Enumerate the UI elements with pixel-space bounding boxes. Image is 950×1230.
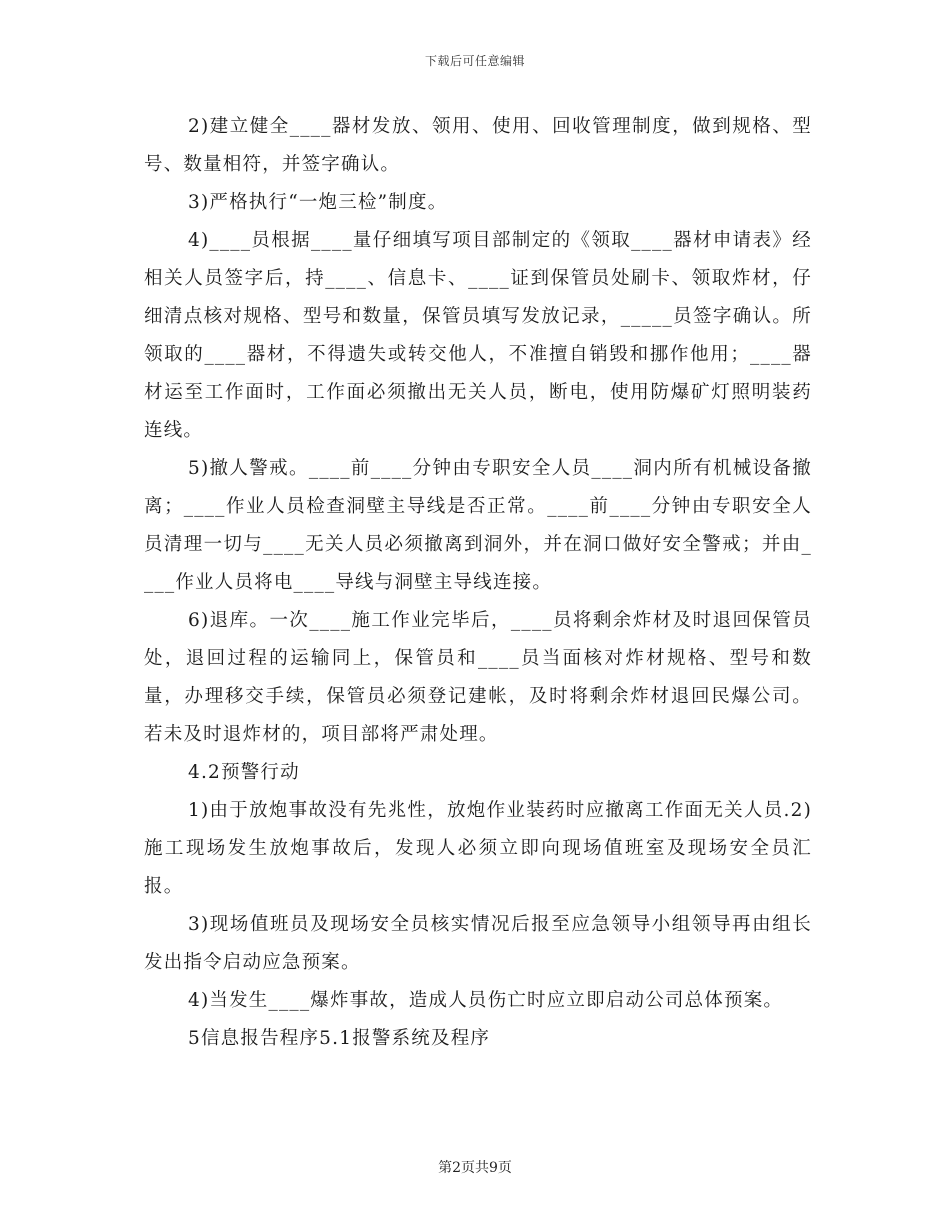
paragraph-item-5: 5)撤人警戒。____前____分钟由专职安全人员____洞内所有机械设备撤离；____作业人员检查洞壁主导线是否正常。____前____分钟由专职安全人员清理一切与____无关人员必须撤离到洞外，并在洞口做好安全警戒；并由____作业人员将电____导线与洞壁主导线连接。 <box>144 458 812 593</box>
section-heading-4-2: 4.2预警行动 <box>188 762 300 783</box>
page-header: 下载后可任意编辑 <box>424 54 525 68</box>
paragraph-warning-3: 3)现场值班员及现场安全员核实情况后报至应急领导小组领导再由组长发出指令启动应急预案。 <box>144 914 812 973</box>
paragraph-item-4: 4)____员根据____量仔细填写项目部制定的《领取____器材申请表》经相关人员签字后，持____、信息卡、____证到保管员处刷卡、领取炸材，仔细清点核对规格、型号和数量，保管员填写发放记录，_____员签字确认。所领取的____器材，不得遗失或转交他人，不准擅自销毁和挪作他用；____器材运至工作面时，工作面必须撤出无关人员，断电，使用防爆矿灯照明装药连线。 <box>144 230 812 441</box>
paragraph-item-6: 6)退库。一次____施工作业完毕后，____员将剩余炸材及时退回保管员处，退回过程的运输同上，保管员和____员当面核对炸材规格、型号和数量，办理移交手续，保管员必须登记建帐，及时将剩余炸材退回民爆公司。若未及时退炸材的，项目部将严肃处理。 <box>144 610 812 745</box>
page-footer: 第2页共9页 <box>438 1160 512 1176</box>
paragraph-warning-4: 4)当发生____爆炸事故，造成人员伤亡时应立即启动公司总体预案。 <box>188 990 784 1011</box>
paragraph-item-3: 3)严格执行“一炮三检”制度。 <box>188 192 448 213</box>
section-heading-5: 5信息报告程序5.1报警系统及程序 <box>188 1028 491 1049</box>
paragraph-item-2: 2)建立健全____器材发放、领用、使用、回收管理制度，做到规格、型号、数量相符，并签字确认。 <box>144 116 812 175</box>
paragraph-warning-1-2: 1)由于放炮事故没有先兆性，放炮作业装药时应撤离工作面无关人员.2)施工现场发生放炮事故后，发现人必须立即向现场值班室及现场安全员汇报。 <box>144 800 812 897</box>
document-body <box>144 108 812 1058</box>
